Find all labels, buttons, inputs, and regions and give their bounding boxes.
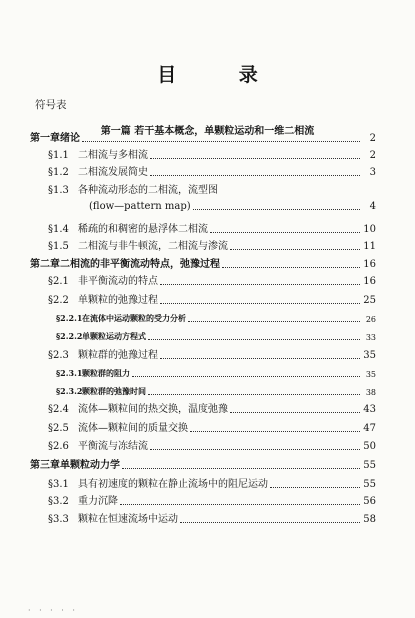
toc-entry — [48, 436, 376, 452]
leader-dots — [222, 266, 360, 268]
toc-entry-label — [48, 346, 158, 361]
toc-entry-title: 流体—颗粒间的质量交换 — [78, 423, 188, 434]
symbols-table-heading: 符号表 — [35, 99, 67, 111]
toc-entry — [48, 236, 376, 252]
toc-entry-label — [48, 510, 178, 525]
toc-entry-number: §1.5 — [48, 241, 69, 252]
toc-entry-number: §2.3.2 — [56, 386, 83, 396]
toc-entry-label — [30, 129, 80, 144]
toc-entry — [48, 290, 376, 306]
leader-dots — [120, 503, 360, 505]
leader-dots — [160, 283, 360, 285]
toc-entry-number: §2.3 — [48, 350, 69, 361]
toc-entry-label — [48, 163, 148, 178]
leader-dots — [150, 174, 360, 176]
toc-entry — [48, 162, 376, 178]
toc-entry — [48, 474, 376, 490]
toc-entry-label — [48, 475, 268, 490]
page-title: 目 录 — [157, 64, 286, 86]
toc-entry-page: 25 — [363, 295, 376, 306]
toc-entry-label — [89, 201, 191, 212]
toc-entry-page: 55 — [363, 460, 376, 471]
toc-entry — [48, 418, 376, 434]
toc-entry-page: 56 — [363, 496, 376, 507]
scan-artifact: · · · · · — [28, 606, 78, 615]
leader-dots — [160, 357, 360, 359]
toc-entry-page: 50 — [363, 441, 376, 452]
toc-entry-number: §1.1 — [48, 150, 69, 161]
toc-entry — [89, 196, 376, 212]
toc-entry-page: 4 — [369, 201, 376, 212]
toc-entry — [56, 308, 376, 324]
toc-entry-page: 35 — [363, 350, 376, 361]
toc-entry-page: 11 — [363, 241, 376, 252]
toc-entry — [56, 326, 376, 342]
toc-entry-number: §2.3.1 — [56, 368, 83, 378]
toc-entry-label — [56, 368, 130, 379]
toc-entry-label — [30, 255, 220, 270]
leader-dots — [148, 393, 360, 395]
toc-entry-label — [48, 291, 158, 306]
toc-entry-number: §1.4 — [48, 224, 69, 235]
toc-entry-number: §2.1 — [48, 276, 69, 287]
toc-entry — [30, 455, 376, 471]
toc-entry-label — [48, 146, 148, 161]
toc-entry-number: §3.2 — [48, 496, 69, 507]
toc-entry — [48, 145, 376, 161]
toc-entry-title: 单颗粒动力学 — [60, 460, 120, 471]
toc-entry-label — [48, 181, 218, 196]
toc-entry — [48, 180, 376, 196]
part-heading: 第一篇 若干基本概念，单颗粒运动和一维二相流 — [100, 126, 315, 137]
toc-entry — [30, 128, 376, 144]
toc-entry-label — [48, 400, 228, 415]
toc-entry-page: 3 — [369, 167, 376, 178]
toc-entry — [48, 509, 376, 525]
toc-entry-label — [48, 220, 208, 235]
toc-entry-number: 第二章 — [30, 259, 60, 270]
toc-entry-title: 非平衡流动的特点 — [78, 276, 158, 287]
toc-entry-label — [48, 437, 148, 452]
toc-entry-title: 颗粒群的弛豫过程 — [78, 350, 158, 361]
toc-entry-label — [48, 419, 188, 434]
toc-entry-page: 35 — [365, 370, 376, 379]
toc-entry-number: §1.3 — [48, 185, 69, 196]
leader-dots — [180, 521, 360, 523]
toc-entry-page: 2 — [369, 150, 376, 161]
leader-dots — [188, 320, 360, 322]
toc-entry-page: 55 — [363, 479, 376, 490]
leader-dots — [193, 208, 360, 210]
toc-entry-page: 38 — [365, 388, 376, 397]
toc-entry-title: 绪论 — [60, 133, 80, 144]
toc-entry-number: §2.5 — [48, 423, 69, 434]
toc-entry-label — [56, 331, 146, 342]
toc-entry-label — [56, 313, 186, 324]
toc-entry-page: 10 — [363, 224, 376, 235]
toc-entry-label — [48, 492, 118, 507]
toc-entry-title: 二相流与非牛顿流，二相流与渗流 — [78, 241, 228, 252]
toc-entry-number: §1.2 — [48, 167, 69, 178]
toc-entry-page: 16 — [363, 259, 376, 270]
toc-entry-page: 58 — [363, 514, 376, 525]
toc-entry-number: 第一章 — [30, 133, 60, 144]
toc-entry-number: 第三章 — [30, 460, 60, 471]
toc-entry-title: 颗粒群的弛豫时间 — [82, 386, 146, 396]
toc-entry-page: 33 — [365, 333, 376, 342]
toc-entry-title: 稀疏的和稠密的悬浮体二相流 — [78, 224, 208, 235]
toc-entry — [48, 219, 376, 235]
leader-dots — [122, 467, 360, 469]
toc-entry-title: 颗粒在恒速流场中运动 — [78, 514, 178, 525]
toc-entry-title: 二相流发展简史 — [78, 167, 148, 178]
toc-entry — [56, 363, 376, 379]
leader-dots — [160, 302, 360, 304]
toc-entry-title: 平衡流与冻结流 — [78, 441, 148, 452]
toc-entry — [56, 381, 376, 397]
toc-entry-title: 单颗粒运动方程式 — [82, 331, 146, 341]
toc-entry-page: 16 — [363, 276, 376, 287]
toc-entry — [48, 345, 376, 361]
leader-dots — [148, 338, 360, 340]
leader-dots — [230, 411, 360, 413]
toc-entry — [48, 491, 376, 507]
toc-entry-title: 颗粒群的阻力 — [82, 368, 130, 378]
toc-entry-number: §3.1 — [48, 479, 69, 490]
leader-dots — [132, 375, 360, 377]
toc-entry-label — [30, 456, 120, 471]
toc-entry-title: (flow—pattern map) — [89, 201, 191, 212]
leader-dots — [190, 430, 360, 432]
toc-entry-title: 二相流的非平衡流动特点，弛豫过程 — [60, 259, 220, 270]
toc-entry-number: §2.6 — [48, 441, 69, 452]
leader-dots — [210, 231, 360, 233]
toc-entry-number: §2.4 — [48, 404, 69, 415]
toc-entry-number: §3.3 — [48, 514, 69, 525]
toc-entry-number: §2.2.2 — [56, 331, 83, 341]
leader-dots — [150, 448, 360, 450]
toc-entry-number: §2.2.1 — [56, 313, 83, 323]
toc-entry-title: 流体—颗粒间的热交换，温度弛豫 — [78, 404, 228, 415]
toc-entry-title: 重力沉降 — [78, 496, 118, 507]
toc-entry — [48, 399, 376, 415]
toc-entry-title: 二相流与多相流 — [78, 150, 148, 161]
leader-dots — [150, 157, 360, 159]
toc-entry-page: 26 — [365, 315, 376, 324]
toc-entry-page: 47 — [363, 423, 376, 434]
toc-entry-page: 2 — [369, 133, 376, 144]
leader-dots — [270, 486, 360, 488]
leader-dots — [230, 248, 360, 250]
toc-entry-label — [48, 272, 158, 287]
toc-entry-page: 43 — [363, 404, 376, 415]
toc-entry — [48, 271, 376, 287]
toc-entry-title: 各种流动形态的二相流，流型图 — [78, 185, 218, 196]
leader-dots — [82, 140, 360, 142]
toc-entry-title: 具有初速度的颗粒在静止流场中的阻尼运动 — [78, 479, 268, 490]
toc-entry-number: §2.2 — [48, 295, 69, 306]
toc-entry — [30, 254, 376, 270]
toc-entry-title: 在流体中运动颗粒的受力分析 — [82, 313, 186, 323]
toc-entry-title: 单颗粒的弛豫过程 — [78, 295, 158, 306]
toc-entry-label — [48, 237, 228, 252]
toc-entry-label — [56, 386, 146, 397]
